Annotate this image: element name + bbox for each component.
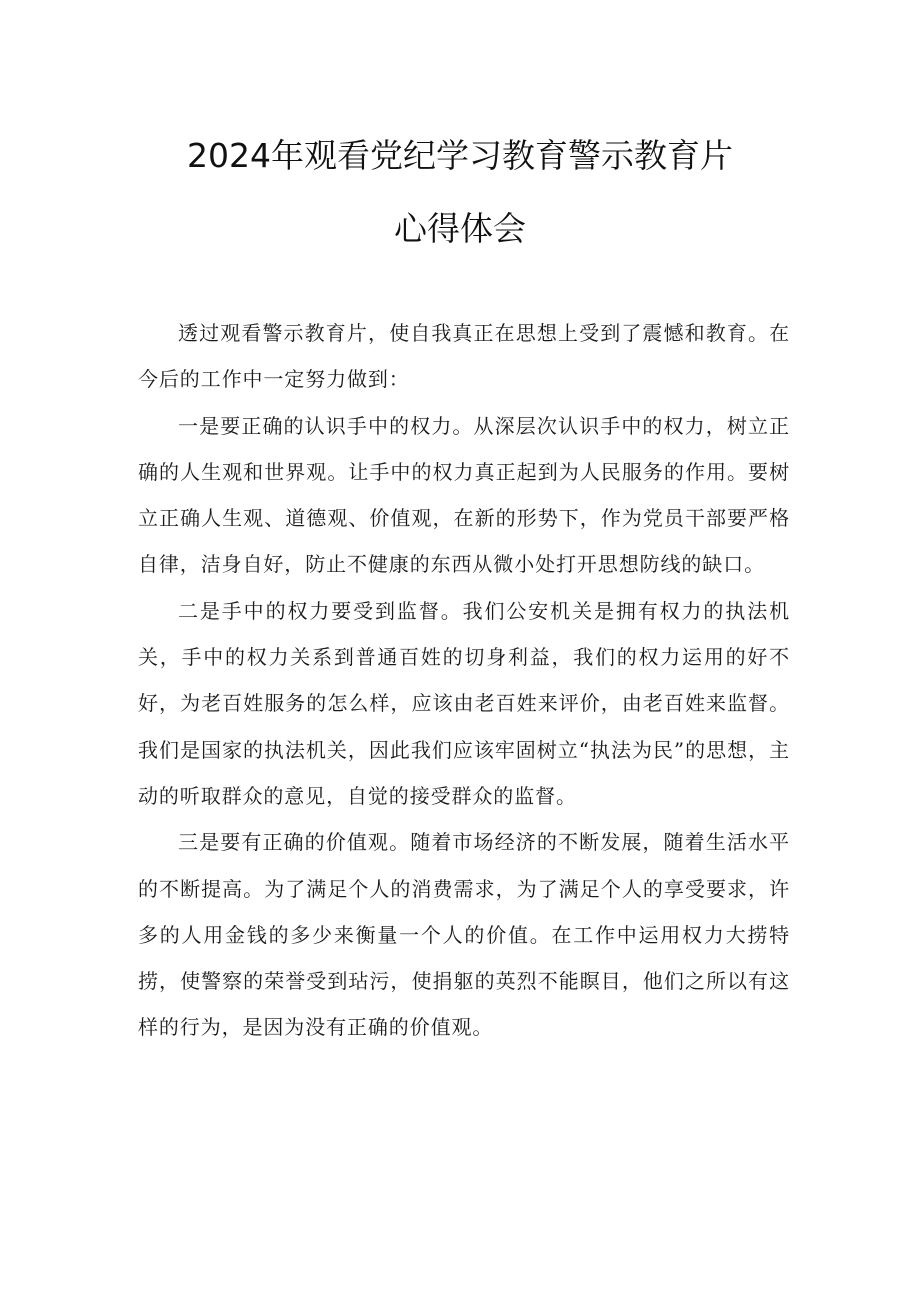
document-title-line-2: 心得体会	[394, 209, 526, 248]
paragraph-intro: 透过观看警示教育片，使自我真正在思想上受到了震憾和教育。在今后的工作中一定努力做到：	[138, 321, 790, 392]
paragraph-point-2: 二是手中的权力要受到监督。我们公安机关是拥有权力的执法机关，手中的权力关系到普通百姓的切身利益，我们的权力运用的好不好，为老百姓服务的怎么样，应该由老百姓来评价，由老百姓来监督。我们是国家的执法机关，因此我们应该牢固树立“执法为民”的思想，主动的听取群众的意见，自觉的接受群众的监督。	[138, 598, 790, 808]
paragraph-point-3: 三是要有正确的价值观。随着市场经济的不断发展，随着生活水平的不断提高。为了满足个人的消费需求，为了满足个人的享受要求，许多的人用金钱的多少来衡量一个人的价值。在工作中运用权力大捞特捞，使警察的荣誉受到玷污，使捐躯的英烈不能瞑目，他们之所以有这样的行为，是因为没有正确的价值观。	[138, 830, 790, 1040]
document-body	[138, 310, 790, 1051]
paragraph-point-1: 一是要正确的认识手中的权力。从深层次认识手中的权力，树立正确的人生观和世界观。让手中的权力真正起到为人民服务的作用。要树立正确人生观、道德观、价值观，在新的形势下，作为党员干部要严格自律，洁身自好，防止不健康的东西从微小处打开思想防线的缺口。	[138, 413, 790, 577]
document-title-line-1: 2024年观看党纪学习教育警示教育片	[187, 136, 733, 175]
